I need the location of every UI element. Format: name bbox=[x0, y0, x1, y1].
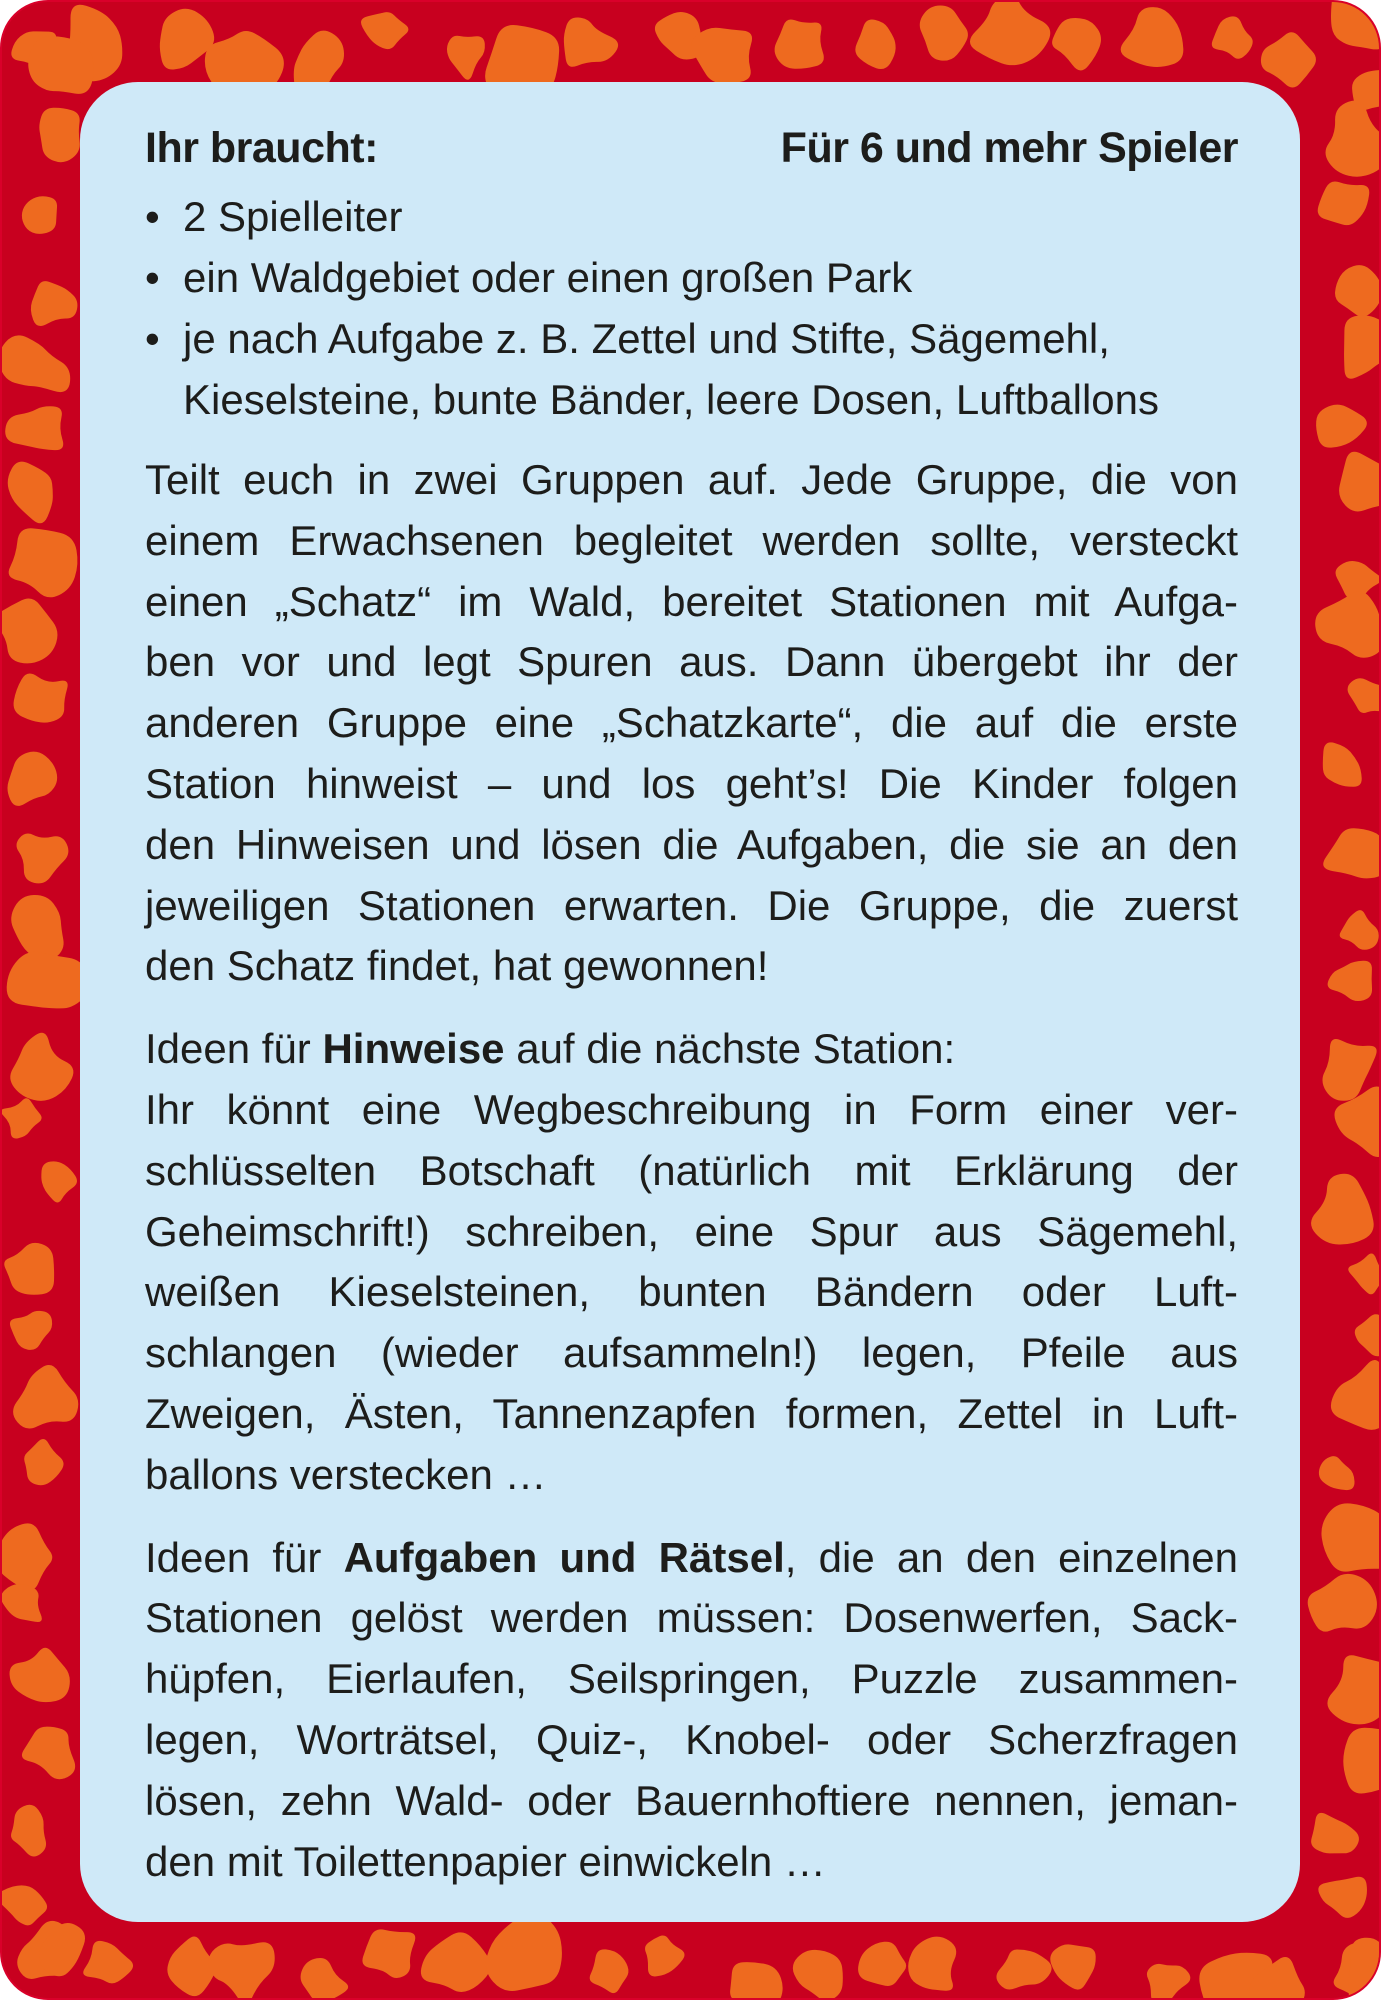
orange-splotch bbox=[1340, 910, 1379, 950]
orange-splotch bbox=[1050, 1944, 1095, 1989]
hints-suffix: auf die nächste Station: bbox=[504, 1025, 956, 1073]
paragraph-line: ben vor und legt Spuren aus. Dann übergebt ihr der bbox=[145, 638, 1238, 686]
orange-splotch bbox=[39, 108, 79, 162]
paragraph-line: schlangen (wieder aufsammeln!) legen, Pfeile aus bbox=[145, 1329, 1238, 1377]
list-item-text: ein Waldgebiet oder einen großen Park bbox=[183, 254, 913, 301]
list-item bbox=[145, 247, 1238, 308]
orange-splotch bbox=[83, 1941, 133, 1983]
bullet: • bbox=[145, 193, 160, 240]
tasks-heading-line bbox=[145, 1528, 1238, 1589]
orange-splotch bbox=[920, 6, 968, 61]
orange-splotch bbox=[1335, 265, 1379, 317]
paragraph-line: den Hinweisen und lösen die Aufgaben, die sie an den bbox=[145, 820, 1238, 868]
orange-splotch bbox=[730, 1962, 783, 1998]
orange-splotch bbox=[1348, 1253, 1379, 1294]
orange-splotch bbox=[22, 196, 57, 234]
orange-splotch bbox=[301, 1958, 349, 1998]
paragraph-line: Station hinweist – und los geht’s! Die Kinder folgen bbox=[145, 759, 1238, 807]
orange-splotch bbox=[1348, 1938, 1379, 1998]
paragraph-line: jeweiligen Stationen erwarten. Die Gruppe, die zuerst bbox=[145, 881, 1238, 929]
orange-splotch bbox=[855, 20, 895, 69]
paragraph-line: Stationen gelöst werden müssen: Dosenwerfen, Sack- bbox=[145, 1594, 1238, 1642]
orange-splotch bbox=[1339, 452, 1379, 512]
orange-splotch bbox=[1261, 32, 1316, 87]
list-item-text: 2 Spielleiter bbox=[183, 193, 403, 240]
orange-splotch bbox=[1052, 18, 1101, 70]
orange-splotch bbox=[1318, 181, 1370, 225]
orange-splotch bbox=[17, 834, 69, 884]
orange-splotch bbox=[1331, 1360, 1379, 1430]
orange-splotch bbox=[2, 1098, 42, 1138]
orange-splotch bbox=[7, 752, 57, 806]
list-item-text: Kieselsteine, bunte Bänder, leere Dosen, Luftballons bbox=[183, 376, 1159, 423]
tasks-suffix: , die an den einzelnen bbox=[784, 1533, 1238, 1581]
paragraph-line: Zweigen, Ästen, Tannenzapfen formen, Zettel in Luft- bbox=[145, 1389, 1238, 1437]
hints-prefix: Ideen für bbox=[145, 1025, 323, 1073]
orange-splotch bbox=[996, 1949, 1051, 1989]
tasks-keyword: Aufgaben und Rätsel bbox=[343, 1533, 785, 1581]
needs-list bbox=[145, 186, 1238, 430]
orange-splotch bbox=[1323, 742, 1362, 786]
paragraph-line: anderen Gruppe eine „Schatzkarte“, die auf die erste bbox=[145, 699, 1238, 747]
orange-splotch bbox=[590, 1949, 629, 1993]
needs-heading: Ihr braucht: bbox=[145, 124, 378, 172]
list-item bbox=[145, 186, 1238, 247]
orange-splotch bbox=[11, 895, 63, 961]
bullet: • bbox=[145, 254, 160, 301]
orange-splotch bbox=[14, 674, 68, 723]
orange-splotch bbox=[645, 1936, 684, 1977]
paragraph-line: Teilt euch in zwei Gruppen auf. Jede Gruppe, die von bbox=[145, 456, 1238, 503]
content-panel bbox=[80, 82, 1300, 1922]
orange-splotch bbox=[31, 281, 78, 326]
paragraph-line: ballons verstecken … bbox=[145, 1450, 547, 1498]
paragraph-line: den mit Toilettenpapier einwickeln … bbox=[145, 1837, 826, 1885]
orange-splotch bbox=[793, 1950, 843, 1998]
orange-splotch bbox=[9, 528, 78, 597]
header-row bbox=[145, 124, 1238, 186]
orange-splotch bbox=[1147, 1964, 1190, 1998]
orange-splotch bbox=[4, 1243, 54, 1295]
orange-splotch bbox=[5, 406, 63, 450]
orange-splotch bbox=[1344, 315, 1379, 378]
paragraph-line: schlüsselten Botschaft (natürlich mit Erklärung der bbox=[145, 1146, 1238, 1194]
orange-splotch bbox=[2, 1885, 47, 1925]
orange-splotch bbox=[10, 1648, 70, 1702]
orange-splotch bbox=[1308, 1574, 1377, 1632]
orange-splotch bbox=[24, 1439, 63, 1485]
orange-splotch bbox=[1311, 1813, 1359, 1853]
hints-heading-line bbox=[145, 1019, 1238, 1080]
tasks-paragraph bbox=[145, 1528, 1238, 1893]
orange-splotch bbox=[1327, 1655, 1379, 1724]
paragraph-line: Ihr könnt eine Wegbeschreibung in Form einer ver- bbox=[145, 1085, 1238, 1133]
orange-splotch bbox=[7, 952, 91, 1009]
orange-splotch bbox=[1326, 101, 1379, 177]
orange-splotch bbox=[1311, 1174, 1374, 1245]
paragraph-line: einem Erwachsenen begleitet werden sollte, versteckt bbox=[145, 516, 1238, 564]
paragraph-line: lösen, zehn Wald- oder Bauernhoftiere nennen, jeman- bbox=[145, 1776, 1238, 1824]
paragraph-line: Geheimschrift!) schreiben, eine Spur aus Sägemehl, bbox=[145, 1207, 1238, 1255]
orange-splotch bbox=[1348, 678, 1379, 713]
orange-splotch bbox=[2, 1523, 52, 1590]
orange-splotch bbox=[1331, 2, 1379, 49]
intro-paragraph bbox=[145, 450, 1238, 997]
orange-splotch bbox=[1316, 405, 1367, 448]
list-item-text: je nach Aufgabe z. B. Zettel und Stifte, Sägemehl, bbox=[183, 315, 1110, 362]
orange-splotch bbox=[1318, 1877, 1367, 1918]
paragraph-line: weißen Kieselsteinen, bunten Bändern oder Luft- bbox=[145, 1268, 1238, 1316]
orange-splotch bbox=[28, 36, 94, 94]
paragraph-line: einen „Schatz“ im Wald, bereitet Stationen mit Aufga- bbox=[145, 577, 1238, 625]
orange-splotch bbox=[447, 36, 485, 80]
list-item bbox=[145, 308, 1238, 430]
orange-splotch bbox=[1323, 828, 1379, 878]
orange-splotch bbox=[1315, 591, 1379, 657]
orange-splotch bbox=[8, 462, 53, 524]
orange-splotch bbox=[908, 1937, 956, 1991]
players-heading: Für 6 und mehr Spieler bbox=[780, 124, 1238, 172]
orange-splotch bbox=[564, 17, 618, 66]
orange-splotch bbox=[486, 1912, 562, 1991]
orange-splotch bbox=[10, 1033, 73, 1101]
tasks-prefix: Ideen für bbox=[145, 1533, 344, 1581]
orange-splotch bbox=[362, 1929, 415, 1978]
orange-splotch bbox=[858, 1942, 906, 1986]
orange-splotch bbox=[2, 1584, 42, 1622]
bullet: • bbox=[145, 315, 160, 362]
orange-splotch bbox=[1343, 1728, 1379, 1794]
orange-splotch bbox=[167, 1936, 216, 1996]
orange-splotch bbox=[1319, 1456, 1355, 1490]
orange-splotch bbox=[1355, 1314, 1379, 1356]
orange-splotch bbox=[691, 28, 752, 84]
orange-splotch bbox=[775, 20, 824, 69]
hints-paragraph bbox=[145, 1019, 1238, 1505]
orange-splotch bbox=[10, 1311, 52, 1350]
paragraph-line: den Schatz findet, hat gewonnen! bbox=[145, 942, 769, 990]
orange-splotch bbox=[13, 1365, 78, 1429]
orange-splotch bbox=[1321, 1503, 1379, 1571]
orange-splotch bbox=[421, 1932, 491, 1992]
orange-splotch bbox=[209, 1942, 275, 1998]
orange-splotch bbox=[1121, 7, 1184, 67]
paragraph-line: legen, Worträtsel, Quiz-, Knobel- oder Scherzfragen bbox=[145, 1715, 1238, 1763]
orange-splotch bbox=[2, 335, 70, 392]
orange-splotch bbox=[11, 1805, 46, 1857]
orange-splotch bbox=[1328, 961, 1372, 1001]
orange-splotch bbox=[22, 1727, 75, 1780]
hints-keyword: Hinweise bbox=[322, 1025, 505, 1073]
orange-splotch bbox=[1212, 16, 1253, 58]
orange-splotch bbox=[2, 599, 57, 664]
orange-splotch bbox=[361, 12, 408, 49]
orange-splotch bbox=[970, 2, 1050, 65]
orange-splotch bbox=[41, 1161, 77, 1202]
paragraph-line: hüpfen, Eierlaufen, Seilspringen, Puzzle zusammen- bbox=[145, 1655, 1238, 1703]
